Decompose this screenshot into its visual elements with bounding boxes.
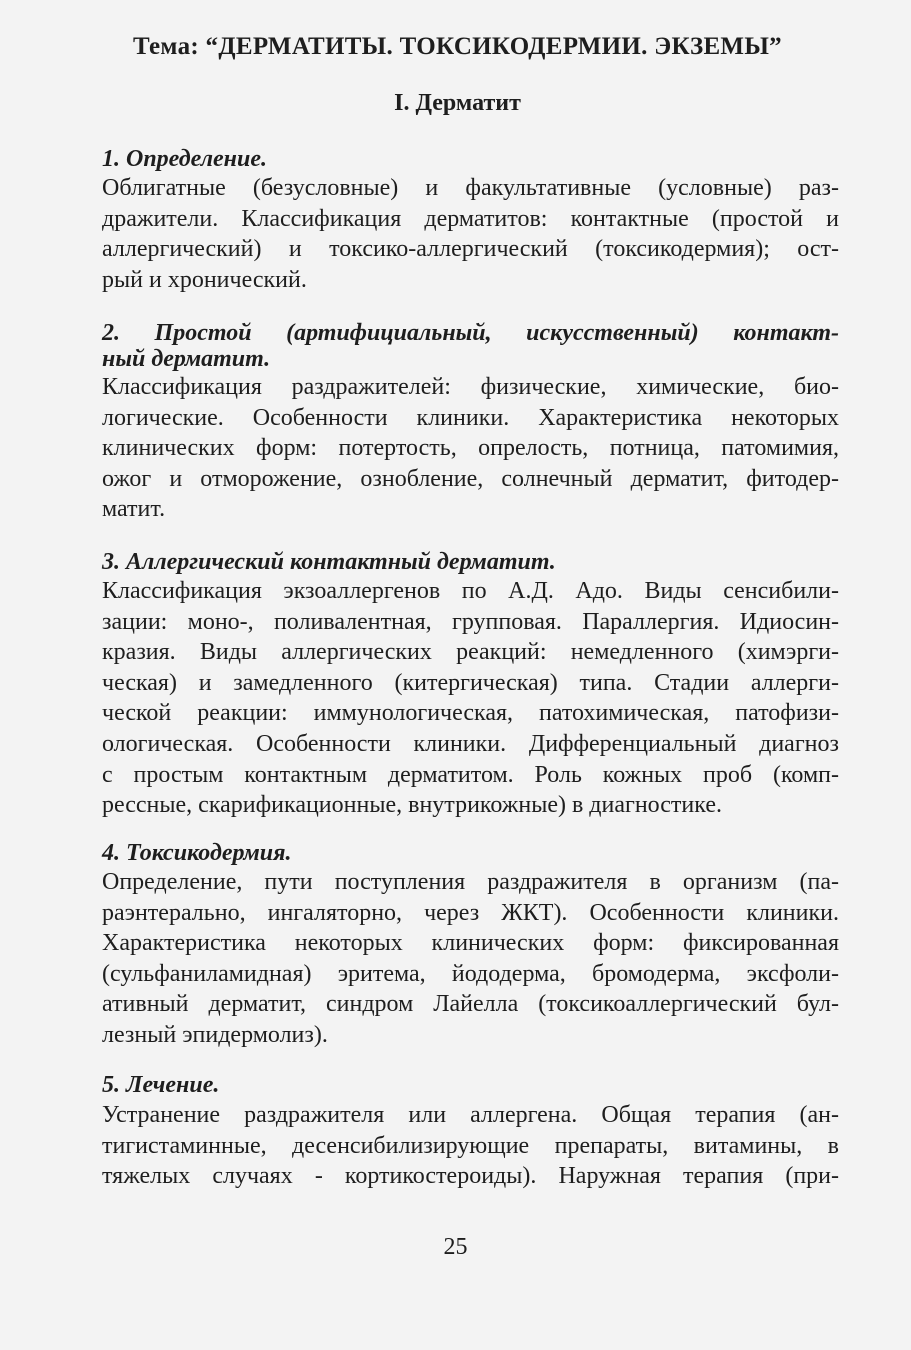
body-line: ативный дерматит, синдром Лайелла (токсикоаллергический бул- (102, 991, 839, 1018)
body-line: раэнтерально, ингаляторно, через ЖКТ). Особенности клиники. (102, 899, 839, 926)
heading-line: 3. Аллергический контактный дерматит. (102, 549, 556, 575)
section-2-body (102, 372, 839, 525)
body-line: лезный эпидермолиз). (102, 1021, 328, 1048)
body-line: рый и хронический. (102, 266, 307, 293)
heading-line: 4. Токсикодермия. (102, 840, 292, 866)
body-line: ческая) и замедленного (китергическая) типа. Стадии аллерги- (102, 669, 839, 696)
section-5-heading (102, 1072, 839, 1098)
body-line: (сульфаниламидная) эритема, йододерма, бромодерма, эксфоли- (102, 960, 839, 987)
heading-line: ный дерматит. (102, 346, 271, 372)
section-4-heading (102, 840, 839, 866)
section-2-heading (102, 320, 839, 372)
body-line: Устранение раздражителя или аллергена. Общая терапия (ан- (102, 1102, 839, 1128)
document-title: Тема: “ДЕРМАТИТЫ. ТОКСИКОДЕРМИИ. ЭКЗЕМЫ” (133, 33, 782, 60)
body-line: дражители. Классификация дерматитов: контактные (простой и (102, 205, 839, 232)
body-line: Облигатные (безусловные) и факультативные (условные) раз- (102, 175, 839, 201)
heading-line: 1. Определение. (102, 146, 267, 172)
body-line: Характеристика некоторых клинических форм: фиксированная (102, 930, 839, 957)
body-line: ожог и отморожение, ознобление, солнечный дерматит, фитодер- (102, 465, 839, 492)
heading-line: 2. Простой (артифициальный, искусственный) контакт- (102, 320, 839, 346)
body-line: логические. Особенности клиники. Характеристика некоторых (102, 404, 839, 431)
body-line: тигистаминные, десенсибилизирующие препараты, витамины, в (102, 1132, 839, 1159)
body-line: Классификация раздражителей: физические, химические, био- (102, 374, 839, 400)
body-line: с простым контактным дерматитом. Роль кожных проб (комп- (102, 761, 839, 788)
section-5-body (102, 1100, 839, 1192)
body-line: ческой реакции: иммунологическая, патохимическая, патофизи- (102, 700, 839, 727)
section-4-body (102, 867, 839, 1051)
body-line: зации: моно-, поливалентная, групповая. Параллергия. Идиосин- (102, 608, 839, 635)
section-1-body (102, 173, 839, 295)
document-subtitle: I. Дерматит (394, 90, 521, 116)
body-line: тяжелых случаях - кортикостероиды). Наружная терапия (при- (102, 1163, 839, 1190)
body-line: ологическая. Особенности клиники. Дифференциальный диагноз (102, 730, 839, 757)
body-line: рессные, скарификационные, внутрикожные) в диагностике. (102, 792, 722, 819)
heading-line: 5. Лечение. (102, 1072, 220, 1098)
page-number: 25 (443, 1234, 468, 1260)
body-line: Определение, пути поступления раздражителя в организм (па- (102, 869, 839, 895)
body-line: Классификация экзоаллергенов по А.Д. Адо. Виды сенсибили- (102, 578, 839, 604)
section-3-heading (102, 549, 839, 575)
body-line: аллергический) и токсико-аллергический (токсикодермия); ост- (102, 236, 839, 263)
body-line: матит. (102, 496, 166, 523)
body-line: клинических форм: потертость, опрелость, потница, патомимия, (102, 435, 839, 462)
body-line: кразия. Виды аллергических реакций: немедленного (химэрги- (102, 639, 839, 666)
section-3-body (102, 576, 839, 821)
section-1-heading (102, 146, 839, 172)
